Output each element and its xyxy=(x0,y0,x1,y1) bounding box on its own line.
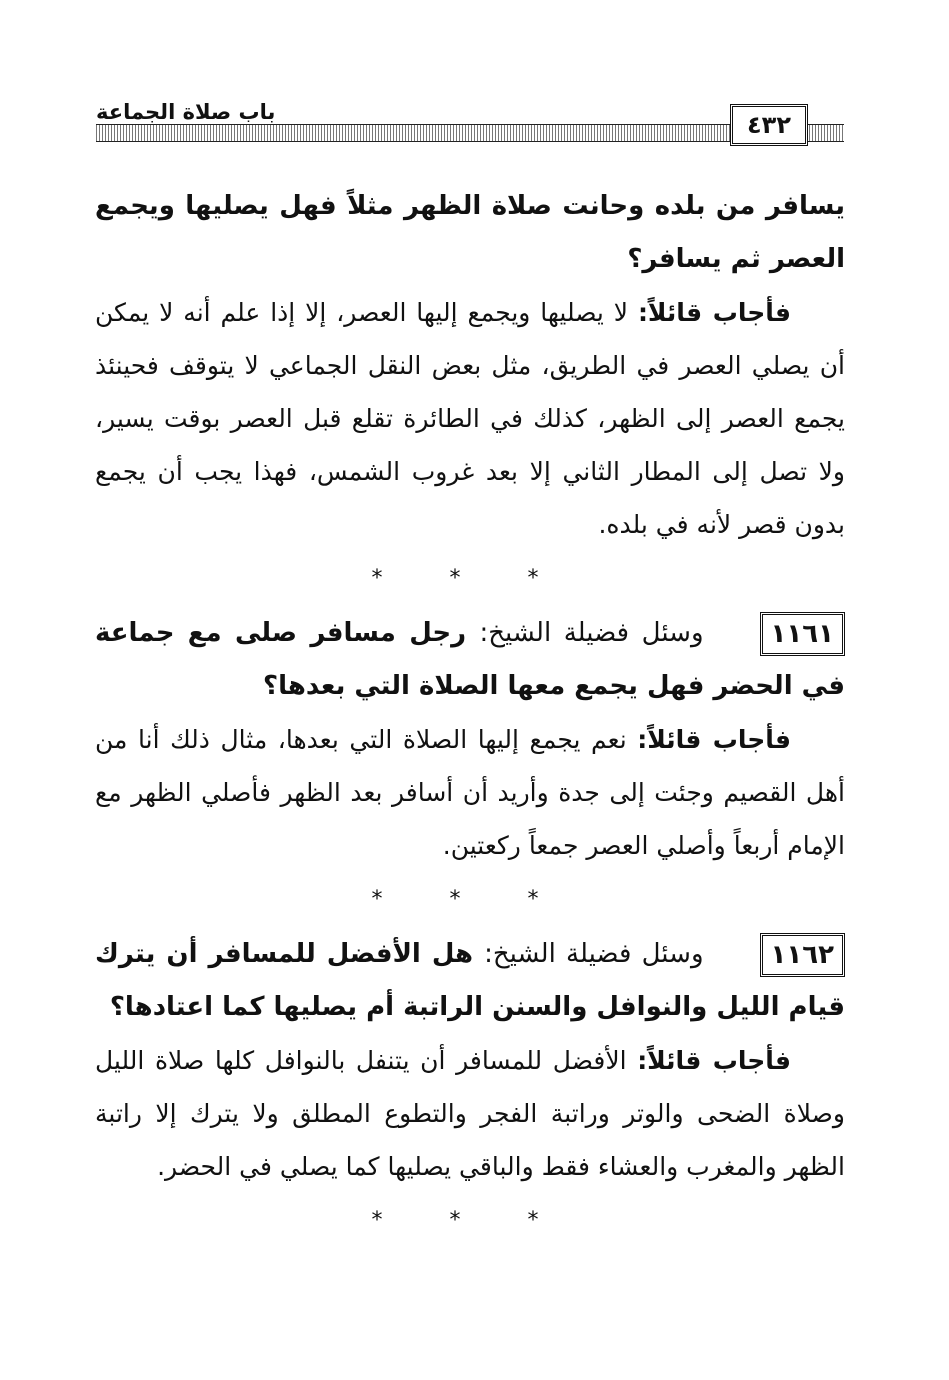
question-paragraph xyxy=(95,607,845,713)
chapter-title: باب صلاة الجماعة xyxy=(96,100,276,124)
answer-text: الأفضل للمسافر أن يتنفل بالنوافل كلها صلاة الليل وصلاة الضحى والوتر وراتبة الفجر والتطوع المطلق ولا يترك إلا راتبة الظهر والمغرب والعشاء فقط والباقي يصليها كما يصلي في الحضر. xyxy=(95,1046,845,1181)
section-separator: * * * xyxy=(371,566,569,591)
question-paragraph xyxy=(95,928,845,1034)
question-continued: يسافر من بلده وحانت صلاة الظهر مثلاً فهل يصليها ويجمع العصر ثم يسافر؟ xyxy=(95,191,845,274)
page-header xyxy=(96,96,844,148)
answer-lead: فأجاب قائلاً: xyxy=(637,725,791,754)
question-number: ١١٦٢ xyxy=(760,933,845,977)
question-asker: وسئل فضيلة الشيخ: xyxy=(479,618,704,648)
page-body xyxy=(95,180,845,1249)
answer-lead: فأجاب قائلاً: xyxy=(637,298,791,327)
answer-paragraph xyxy=(95,286,845,551)
question-text: رجل مسافر صلى مع جماعة في الحضر فهل يجمع معها الصلاة التي بعدها؟ xyxy=(95,618,845,701)
section-separator: * * * xyxy=(371,887,569,912)
answer-paragraph xyxy=(95,1034,845,1193)
page-number: ٤٣٢ xyxy=(730,104,808,146)
answer-text: لا يصليها ويجمع إليها العصر، إلا إذا علم أنه لا يمكن أن يصلي العصر في الطريق، مثل بعض النقل الجماعي لا يتوقف فحينئذ يجمع العصر إلى الظهر، كذلك في الطائرة تقلع قبل العصر بوقت يسير، ولا تصل إلى المطار الثاني إلا بعد غروب الشمس، فهذا يجب أن يجمع بدون قصر لأنه في بلده. xyxy=(95,298,845,539)
question-asker: وسئل فضيلة الشيخ: xyxy=(484,939,704,969)
answer-text: نعم يجمع إليها الصلاة التي بعدها، مثال ذلك أنا من أهل القصيم وجئت إلى جدة وأريد أن أسافر بعد الظهر فأصلي الظهر مع الإمام أربعاً وأصلي العصر جمعاً ركعتين. xyxy=(95,725,845,860)
question-text: هل الأفضل للمسافر أن يترك قيام الليل والنوافل والسنن الراتبة أم يصليها كما اعتادها؟ xyxy=(95,939,845,1022)
header-rule xyxy=(96,124,736,142)
answer-paragraph xyxy=(95,713,845,872)
question-number: ١١٦١ xyxy=(760,612,845,656)
section-separator: * * * xyxy=(371,1208,569,1233)
answer-lead: فأجاب قائلاً: xyxy=(637,1046,791,1075)
